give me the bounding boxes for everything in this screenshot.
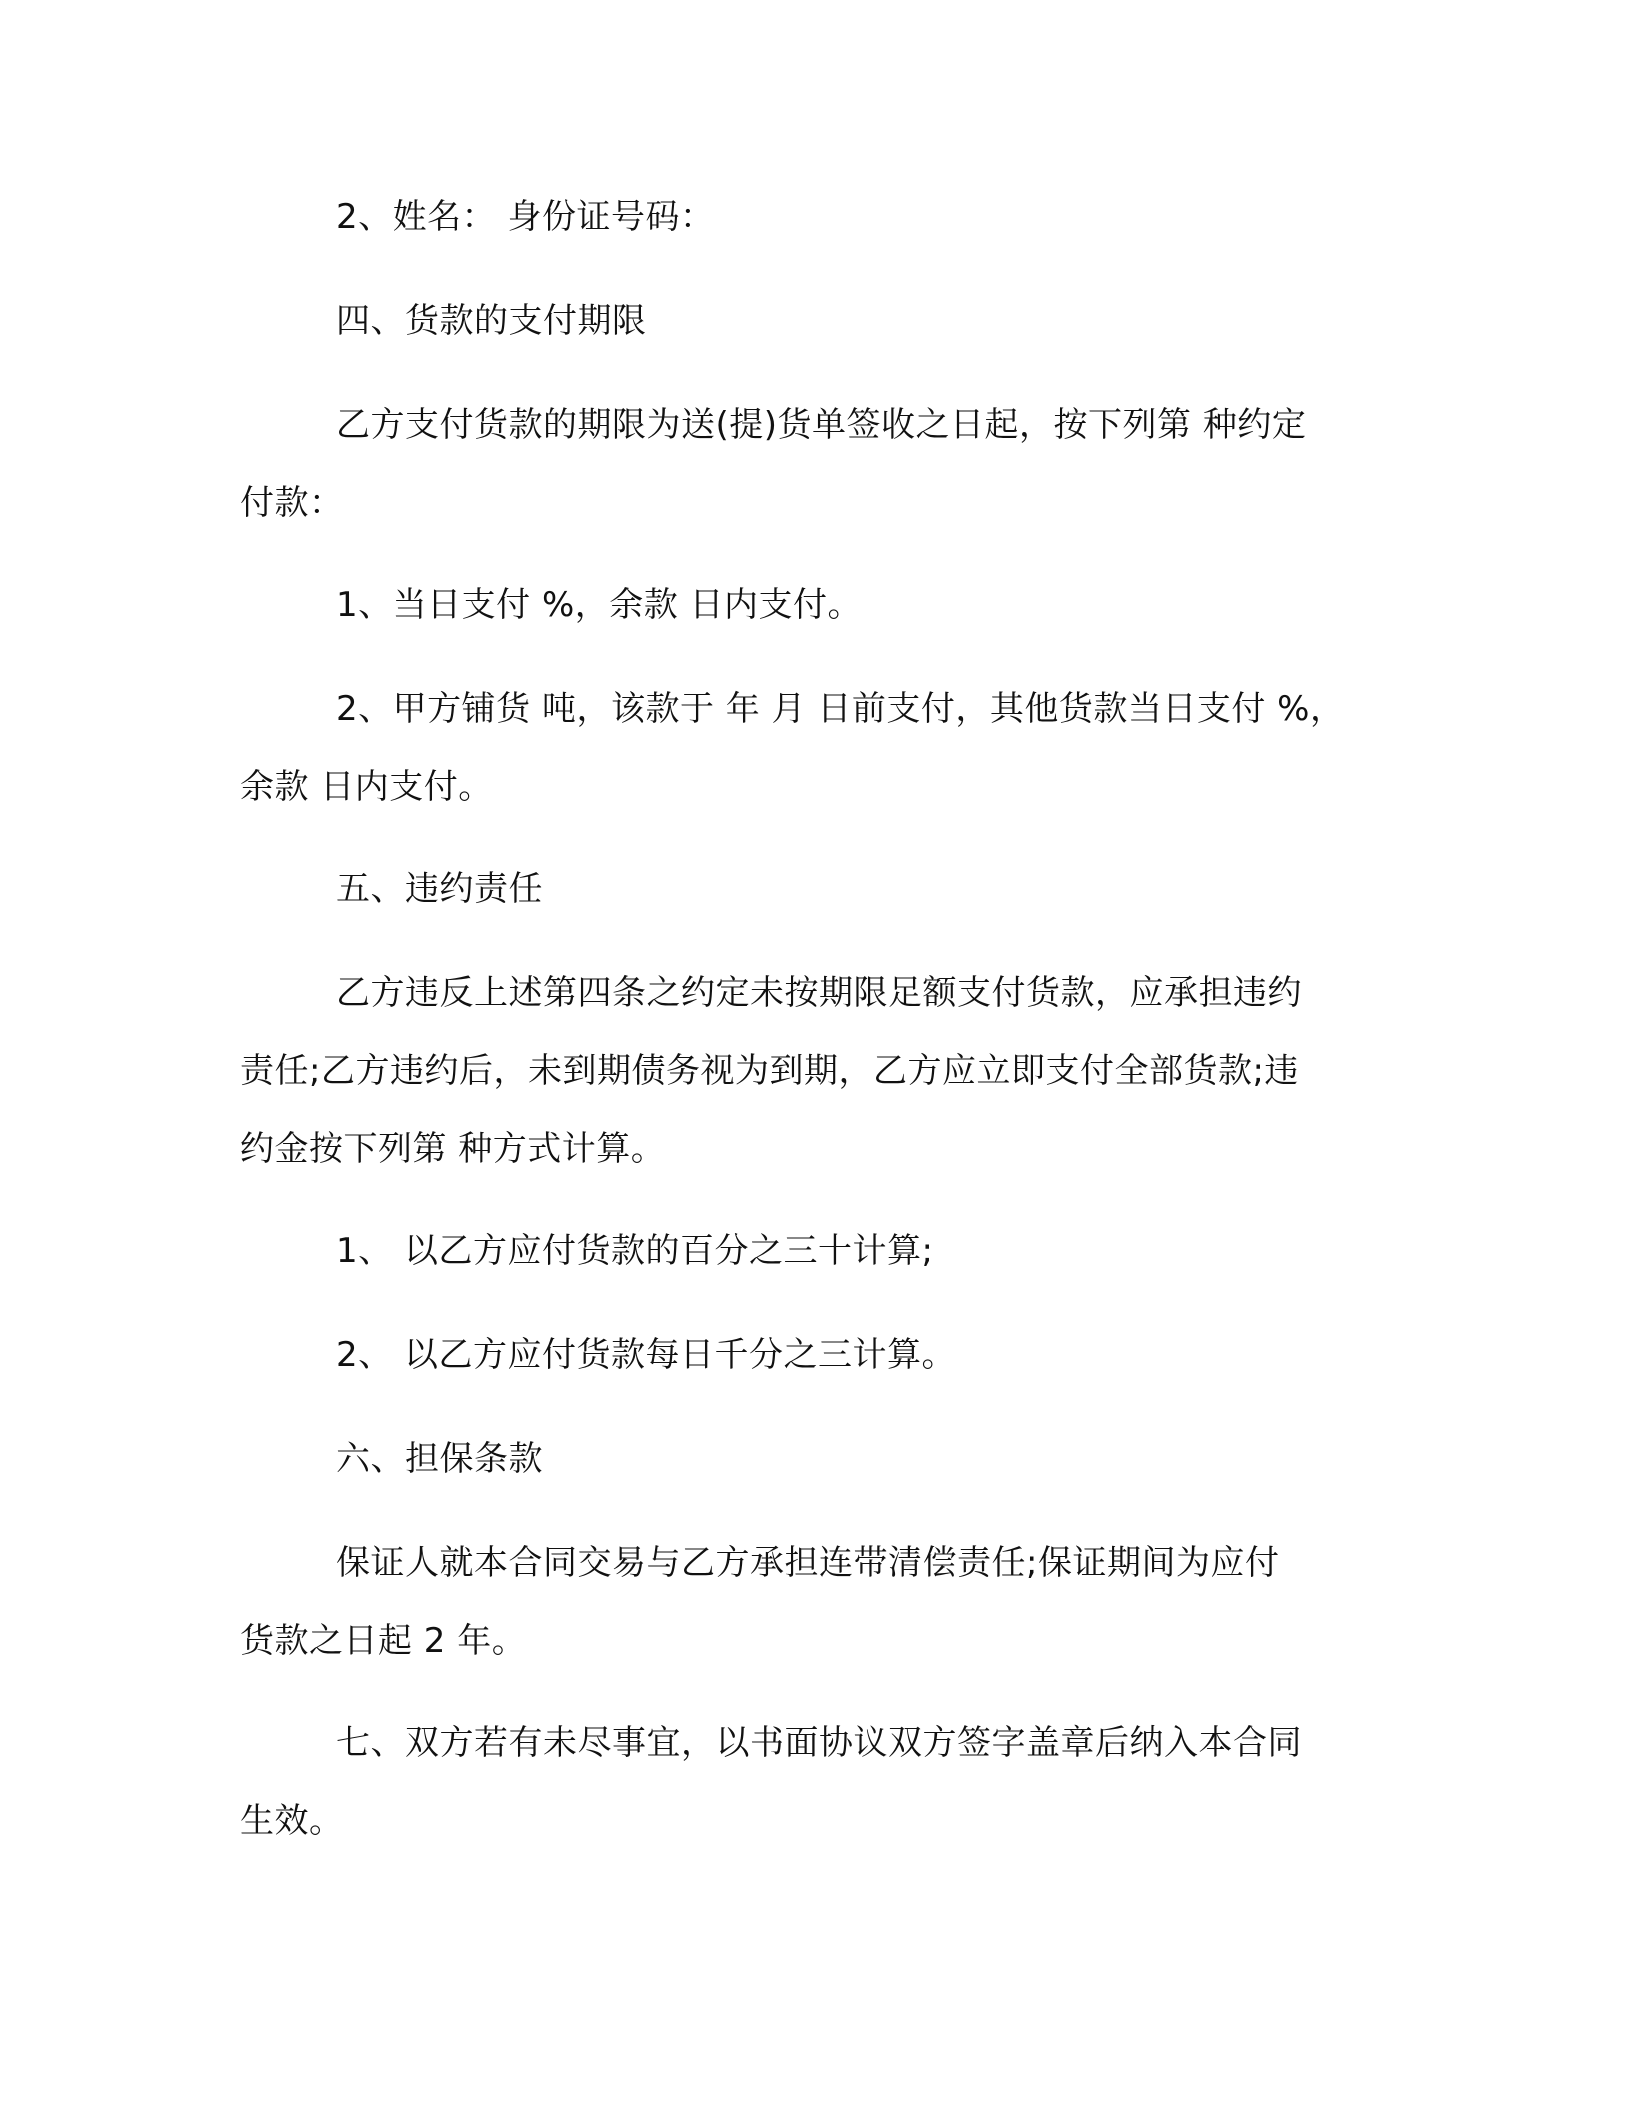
paragraph-line: 货款之日起 2 年。 [240,1621,527,1661]
paragraph-id-number [240,178,1390,256]
section-heading: 六、担保条款 [336,1439,543,1479]
paragraph-line: 1、当日支付 %，余款 日内支付。 [336,585,863,625]
paragraph-payment-terms [240,386,1390,542]
paragraph-line: 乙方支付货款的期限为送(提)货单签收之日起，按下列第 种约定 [336,405,1307,445]
paragraph-line: 乙方违反上述第四条之约定未按期限足额支付货款，应承担违约 [336,973,1302,1013]
paragraph-breach-terms [240,954,1390,1188]
section-heading: 四、货款的支付期限 [336,301,647,341]
list-item-penalty-2 [240,1316,1390,1394]
paragraph-line: 2、姓名： 身份证号码： [336,197,715,237]
heading-guarantee [240,1420,1390,1498]
section-heading: 五、违约责任 [336,869,543,909]
paragraph-line: 付款： [240,483,344,523]
paragraph-supplementary-matters [240,1704,1390,1860]
list-item-option-2 [240,670,1390,826]
paragraph-line: 责任;乙方违约后，未到期债务视为到期，乙方应立即支付全部货款;违 [240,1051,1299,1091]
paragraph-line: 约金按下列第 种方式计算。 [240,1129,666,1169]
heading-breach-liability [240,850,1390,928]
paragraph-line: 七、双方若有未尽事宜，以书面协议双方签字盖章后纳入本合同 [336,1723,1302,1763]
paragraph-line: 保证人就本合同交易与乙方承担连带清偿责任;保证期间为应付 [336,1543,1280,1583]
paragraph-line: 1、 以乙方应付货款的百分之三十计算; [336,1231,934,1271]
list-item-option-1 [240,566,1390,644]
heading-payment-period [240,282,1390,360]
paragraph-line: 2、 以乙方应付货款每日千分之三计算。 [336,1335,956,1375]
paragraph-guarantee-terms [240,1524,1390,1680]
paragraph-line: 2、甲方铺货 吨，该款于 年 月 日前支付，其他货款当日支付 %， [336,689,1345,729]
paragraph-line: 生效。 [240,1801,344,1841]
list-item-penalty-1 [240,1212,1390,1290]
paragraph-line: 余款 日内支付。 [240,767,493,807]
